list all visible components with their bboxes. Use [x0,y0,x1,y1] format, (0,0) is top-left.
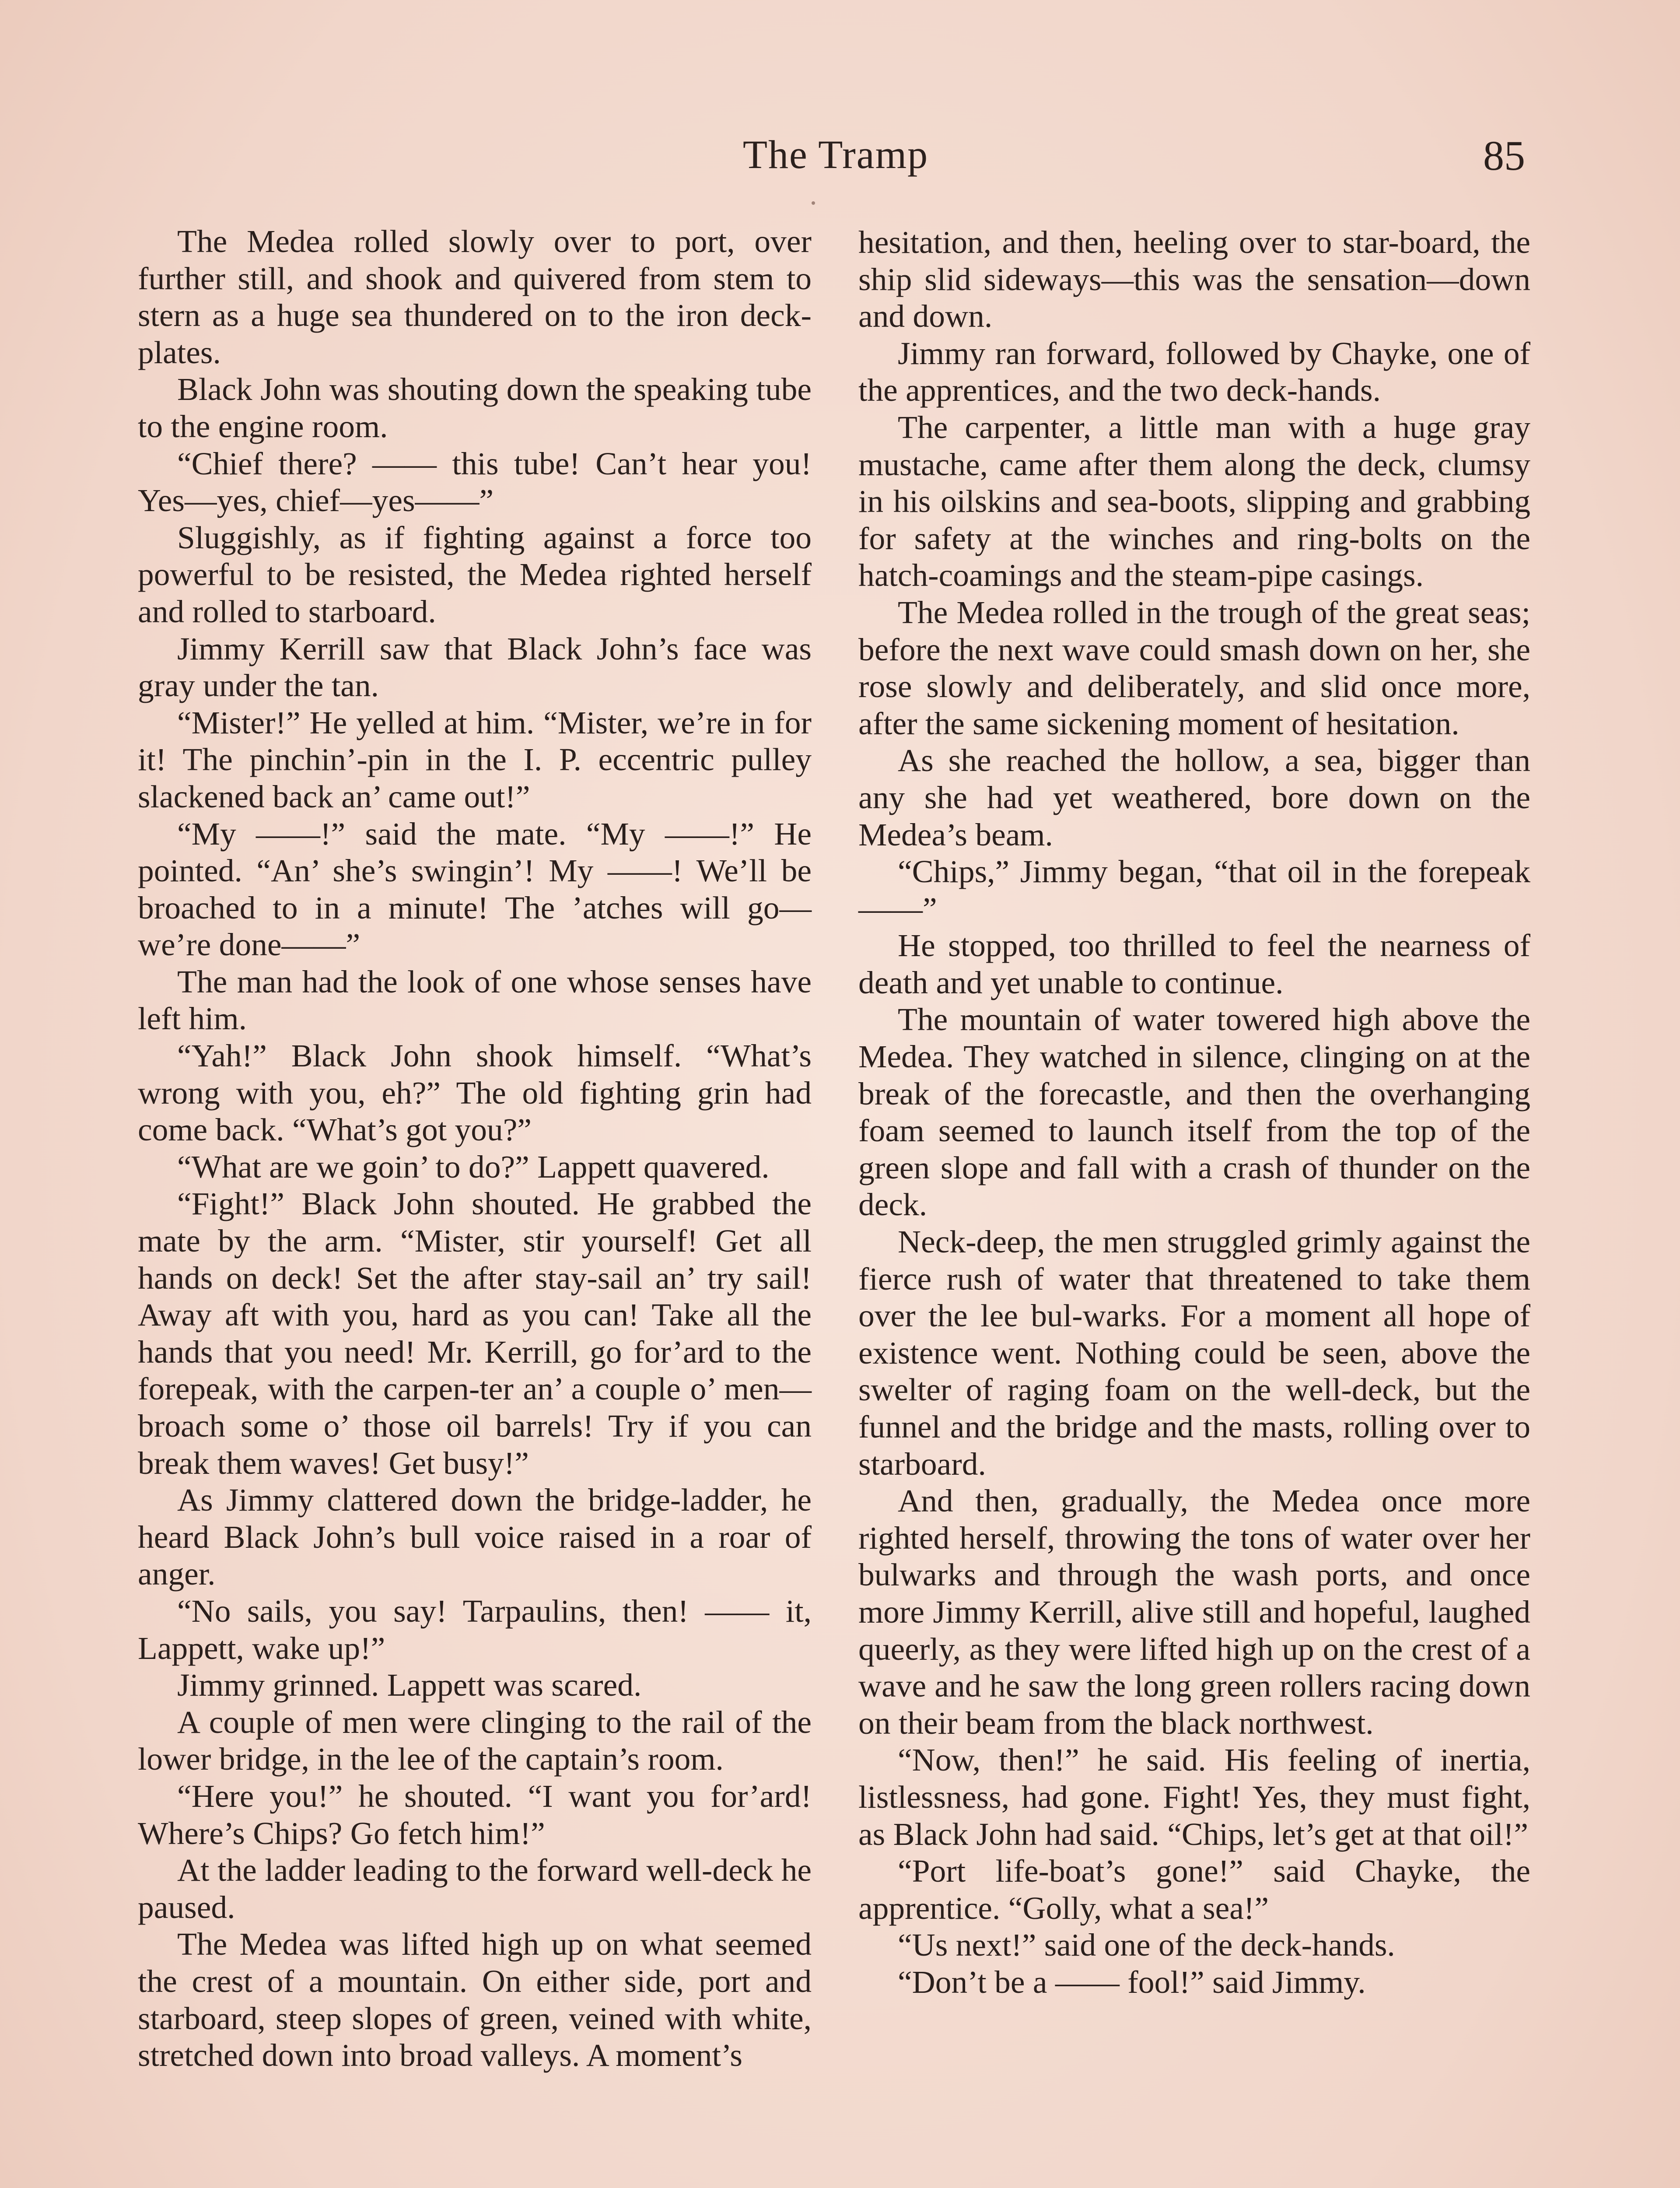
paragraph: And then, gradually, the Medea once more righted herself, throwing the tons of water over her bulwarks and through the wash ports, and once more Jimmy Kerrill, alive still and hopeful, laughed queerly, as they were lifted high up on the crest of a wave and he saw the long green rollers racing down on their beam from the black northwest. [858,1483,1530,1741]
right-column [858,224,1530,2001]
paragraph: Sluggishly, as if fighting against a force too powerful to be resisted, the Medea righted herself and rolled to starboard. [138,519,812,629]
paragraph: “Chief there? —— this tube! Can’t hear you! Yes—yes, chief—yes——” [138,445,812,519]
paragraph: “What are we goin’ to do?” Lappett quavered. [177,1149,770,1185]
paragraph: A couple of men were clinging to the rail of the lower bridge, in the lee of the captain’s room. [138,1704,812,1777]
paragraph: “My ——!” said the mate. “My ——!” He pointed. “An’ she’s swingin’! My ——! We’ll be broached to in a minute! The ’atches will go—we’re done——” [138,816,812,963]
paragraph: The carpenter, a little man with a huge gray mustache, came after them along the deck, clumsy in his oilskins and sea-boots, slipping and grabbing for safety at the winches and ring-bolts on the hatch-coamings and the steam-pipe casings. [858,409,1530,593]
page-number: 85 [1483,132,1525,179]
paragraph: At the ladder leading to the forward well-deck he paused. [138,1852,812,1925]
left-column [138,223,812,2074]
page-header [0,131,1680,188]
paragraph: hesitation, and then, heeling over to star-board, the ship slid sideways—this was the sensation—down and down. [858,224,1530,334]
paragraph: Jimmy ran forward, followed by Chayke, one of the apprentices, and the two deck-hands. [858,335,1530,408]
paragraph: “Here you!” he shouted. “I want you for’ard! Where’s Chips? Go fetch him!” [138,1778,812,1851]
paragraph: “Now, then!” he said. His feeling of inertia, listlessness, had gone. Fight! Yes, they must fight, as Black John had said. “Chips, let’s get at that oil!” [858,1742,1530,1852]
paragraph: As Jimmy clattered down the bridge-ladder, he heard Black John’s bull voice raised in a roar of anger. [138,1482,812,1592]
paragraph: The man had the look of one whose senses have left him. [138,964,812,1037]
paragraph: The Medea was lifted high up on what seemed the crest of a mountain. On either side, port and starboard, steep slopes of green, veined with white, stretched down into broad valleys. A moment’s [138,1926,812,2073]
paragraph: Jimmy Kerrill saw that Black John’s face was gray under the tan. [138,631,812,704]
paragraph: As she reached the hollow, a sea, bigger than any she had yet weathered, bore down on the Medea’s beam. [858,743,1530,852]
paragraph: “Chips,” Jimmy began, “that oil in the forepeak——” [858,854,1530,926]
paragraph: “No sails, you say! Tarpaulins, then! —— it, Lappett, wake up!” [138,1593,812,1666]
print-speck [812,201,815,205]
paragraph: “Us next!” said one of the deck-hands. [898,1927,1395,1963]
running-title: The Tramp [742,132,929,177]
paragraph: The Medea rolled slowly over to port, over further still, and shook and quivered from stem to stern as a huge sea thundered on to the iron deck-plates. [138,224,812,370]
paragraph: Black John was shouting down the speaking tube to the engine room. [138,372,812,444]
paragraph: “Don’t be a —— fool!” said Jimmy. [898,1964,1366,2000]
paragraph: Jimmy grinned. Lappett was scared. [177,1667,642,1703]
paragraph: “Mister!” He yelled at him. “Mister, we’re in for it! The pinchin’-pin in the I. P. eccentric pulley slackened back an’ came out!” [138,705,812,814]
paragraph: “Port life-boat’s gone!” said Chayke, the apprentice. “Golly, what a sea!” [858,1853,1530,1926]
paragraph: “Fight!” Black John shouted. He grabbed the mate by the arm. “Mister, stir yourself! Get all hands on deck! Set the after stay-sail an’ try sail! Away aft with you, hard as you can! Take all the hands that you need! Mr. Kerrill, go for’ard to the forepeak, with the carpen-ter an’ a couple o’ men—broach some o’ those oil barrels! Try if you can break them waves! Get busy!” [138,1186,812,1481]
paragraph: “Yah!” Black John shook himself. “What’s wrong with you, eh?” The old fighting grin had come back. “What’s got you?” [138,1038,812,1148]
paragraph: The Medea rolled in the trough of the great seas; before the next wave could smash down on her, she rose slowly and deliberately, and slid once more, after the same sickening moment of hesitation. [858,594,1530,741]
paragraph: He stopped, too thrilled to feel the nearness of death and yet unable to continue. [858,928,1530,1000]
paragraph: Neck-deep, the men struggled grimly against the fierce rush of water that threatened to take them over the lee bul-warks. For a moment all hope of existence went. Nothing could be seen, above the swelter of raging foam on the well-deck, but the funnel and the bridge and the masts, rolling over to starboard. [858,1224,1530,1482]
paragraph: The mountain of water towered high above the Medea. They watched in silence, clinging on at the break of the forecastle, and then the overhanging foam seemed to launch itself from the top of the green slope and fall with a crash of thunder on the deck. [858,1002,1530,1223]
